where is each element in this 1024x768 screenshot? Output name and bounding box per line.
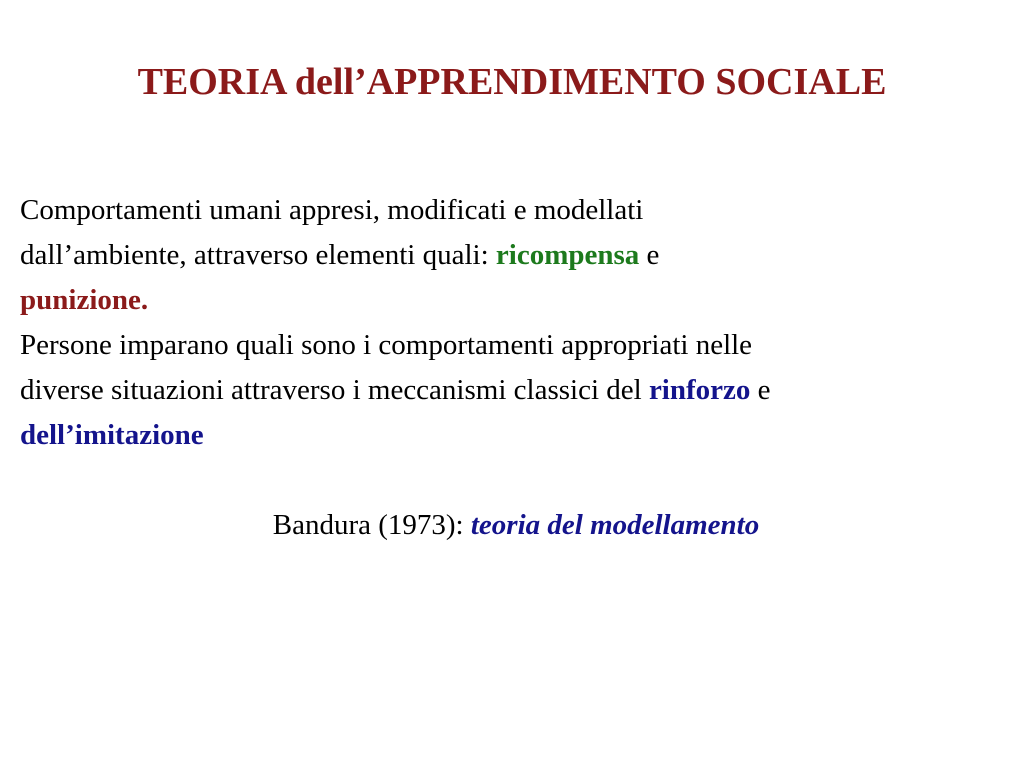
citation-author: Bandura (1973): — [272, 509, 471, 541]
reinforcement-term: rinforzo — [648, 374, 751, 406]
citation — [0, 503, 1024, 547]
reward-term: ricompensa — [495, 239, 640, 271]
punishment-term: punizione. — [20, 284, 149, 316]
imitation-term: dell’imitazione — [20, 419, 204, 451]
paragraph2-line2 — [20, 368, 1010, 413]
paragraph1-line2-text: dall’ambiente, attraverso elementi quali: — [20, 239, 496, 271]
citation-theory: teoria del modellamento — [470, 509, 760, 541]
slide-body — [20, 188, 1010, 458]
paragraph1-line2 — [20, 233, 1010, 278]
paragraph2-connector: e — [757, 374, 771, 406]
paragraph1-line1: Comportamenti umani appresi, modificati e modellati — [20, 194, 644, 226]
slide-title: TEORIA dell’APPRENDIMENTO SOCIALE — [137, 61, 887, 103]
paragraph2-line1: Persone imparano quali sono i comportamenti appropriati nelle — [20, 329, 753, 361]
paragraph2-line2-text: diverse situazioni attraverso i meccanismi classici del — [20, 374, 649, 406]
paragraph1-connector: e — [646, 239, 660, 271]
